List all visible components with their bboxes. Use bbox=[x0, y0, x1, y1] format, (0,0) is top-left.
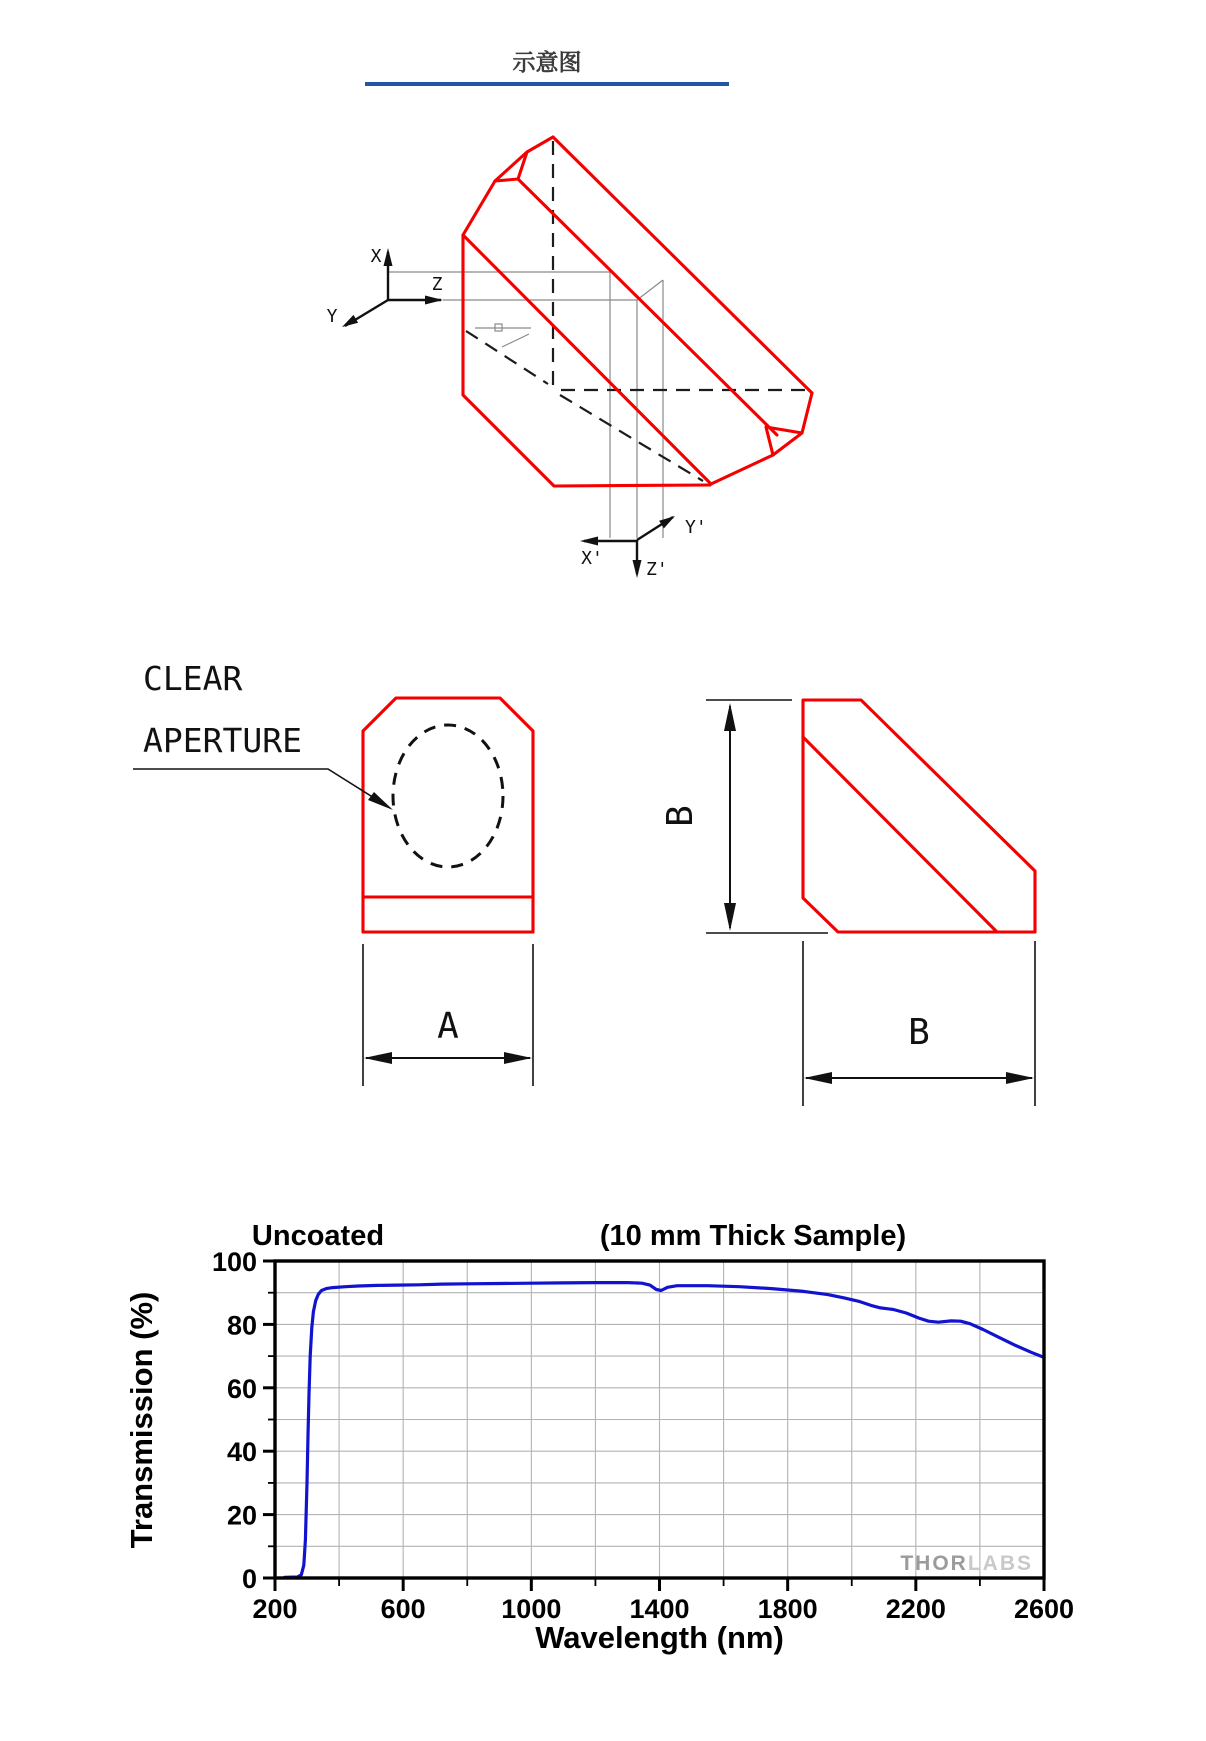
projection-lines bbox=[389, 272, 663, 538]
dimension-b-horizontal-label: B bbox=[908, 1012, 930, 1053]
z-prime-axis-arrow-icon bbox=[633, 560, 642, 578]
x-tick-label: 2200 bbox=[885, 1594, 946, 1624]
side-view-outline bbox=[803, 700, 1035, 932]
clear-aperture-label-line2: APERTURE bbox=[143, 721, 302, 760]
y-tick-label: 20 bbox=[226, 1500, 257, 1531]
chart-title-right: (10 mm Thick Sample) bbox=[599, 1220, 907, 1252]
dimension-b-vertical-label: B bbox=[660, 805, 701, 827]
transmission-curve bbox=[285, 1283, 1044, 1578]
x-axis-label: X bbox=[370, 246, 382, 267]
x-prime-axis-arrow-icon bbox=[580, 537, 598, 546]
y-prime-axis-arrow-icon bbox=[659, 516, 675, 528]
x-tick-label: 1000 bbox=[501, 1594, 562, 1624]
prism-3d-view bbox=[327, 137, 812, 580]
dimension-a-label: A bbox=[437, 1006, 459, 1047]
page-title: 示意图 bbox=[512, 49, 582, 75]
y-axis-title: Transmission (%) bbox=[124, 1291, 159, 1549]
x-tick-label: 200 bbox=[252, 1594, 298, 1624]
dimension-a bbox=[363, 944, 533, 1086]
x-axis-arrow-icon bbox=[384, 248, 393, 266]
hidden-edges bbox=[466, 141, 806, 481]
header bbox=[365, 49, 729, 84]
x-tick-label: 1400 bbox=[629, 1594, 690, 1624]
x-tick-label: 1800 bbox=[757, 1594, 818, 1624]
x-prime-axis-label: X' bbox=[581, 548, 603, 569]
chart-title-left: Uncoated bbox=[251, 1220, 385, 1252]
clear-aperture-ellipse bbox=[393, 725, 503, 867]
y-tick-label: 40 bbox=[226, 1437, 257, 1468]
front-view bbox=[133, 659, 533, 1086]
callout-leader-line bbox=[133, 769, 390, 808]
dimension-b-horizontal bbox=[803, 941, 1035, 1106]
callout-arrow-icon bbox=[368, 792, 393, 810]
y-tick-label: 0 bbox=[241, 1564, 257, 1594]
clear-aperture-label-line1: CLEAR bbox=[143, 659, 243, 698]
z-prime-axis-label: Z' bbox=[646, 559, 668, 580]
y-axis-arrow-icon bbox=[342, 315, 358, 327]
y-prime-axis-label: Y' bbox=[685, 517, 707, 538]
y-tick-label: 100 bbox=[211, 1247, 257, 1277]
thorlabs-watermark: THORLABS bbox=[900, 1552, 1033, 1575]
axes-xyz bbox=[327, 246, 443, 327]
y-tick-label: 80 bbox=[226, 1310, 257, 1341]
y-axis-label: Y bbox=[326, 306, 338, 327]
z-axis-arrow-icon bbox=[425, 296, 443, 305]
side-view bbox=[660, 700, 1035, 1106]
x-tick-label: 600 bbox=[380, 1594, 426, 1624]
axes-xyz-prime bbox=[580, 516, 707, 580]
x-tick-label: 2600 bbox=[1013, 1594, 1075, 1624]
y-tick-label: 60 bbox=[226, 1373, 257, 1404]
side-view-bevel-line bbox=[803, 737, 997, 932]
x-axis-title: Wavelength (nm) bbox=[535, 1620, 784, 1655]
transmission-chart bbox=[124, 1220, 1074, 1655]
z-axis-label: Z bbox=[431, 274, 443, 295]
